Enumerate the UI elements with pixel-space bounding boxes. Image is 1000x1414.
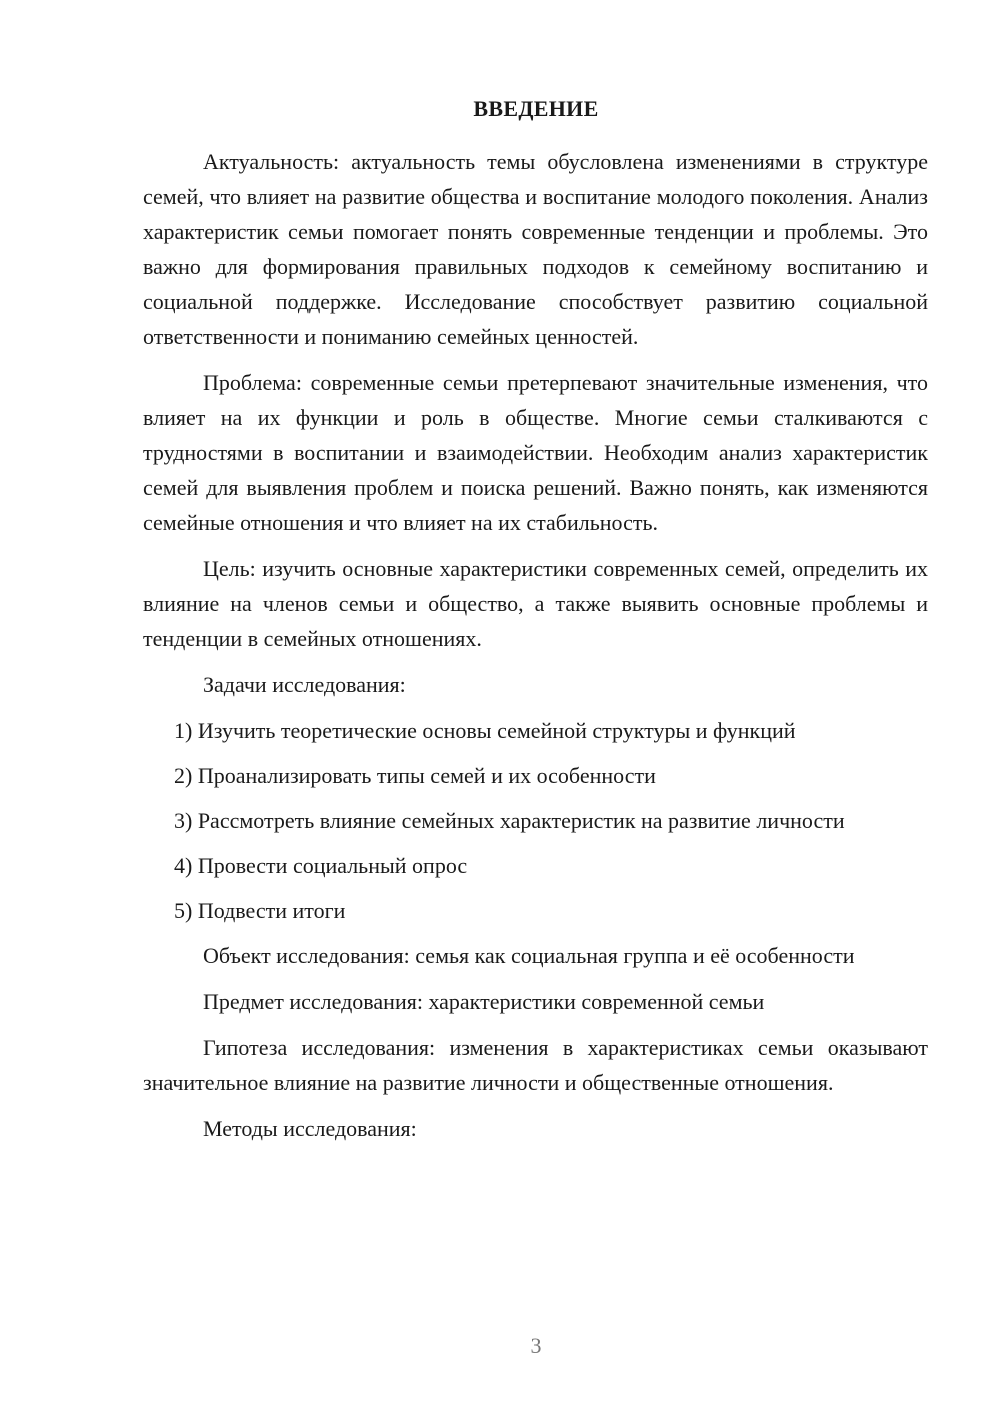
methods-title: Методы исследования: xyxy=(203,1116,417,1141)
goal-paragraph: Цель: изучить основные характеристики современных семей, определить их влияние на членов семьи и общество, а также выявить основные проблемы и тенденции в семейных отношениях. xyxy=(143,556,928,651)
tasks-list xyxy=(143,713,928,928)
tasks-title: Задачи исследования: xyxy=(203,672,406,697)
task-item: 1) Изучить теоретические основы семейной структуры и функций xyxy=(174,718,796,743)
hypothesis-paragraph: Гипотеза исследования: изменения в характеристиках семьи оказывают значительное влияние на развитие личности и общественные отношения. xyxy=(143,1035,928,1095)
page-number: 3 xyxy=(530,1333,542,1358)
task-item: 2) Проанализировать типы семей и их особенности xyxy=(174,763,656,788)
task-item: 4) Провести социальный опрос xyxy=(174,853,468,878)
problem-paragraph: Проблема: современные семьи претерпевают значительные изменения, что влияет на их функции и роль в обществе. Многие семьи сталкиваются с трудностями в воспитании и взаимодействии. Необходим анализ характеристик семей для выявления проблем и поиска решений. Важно понять, как изменяются семейные отношения и что влияет на их стабильность. xyxy=(143,370,928,535)
section-heading: ВВЕДЕНИЕ xyxy=(473,96,599,121)
relevance-paragraph: Актуальность: актуальность темы обусловлена изменениями в структуре семей, что влияет на развитие общества и воспитание молодого поколения. Анализ характеристик семьи помогает понять современные тенденции и проблемы. Это важно для формирования правильных подходов к семейному воспитанию и социальной поддержке. Исследование способствует развитию социальной ответственности и пониманию семейных ценностей. xyxy=(143,149,928,349)
subject-paragraph: Предмет исследования: характеристики современной семьи xyxy=(203,989,765,1014)
object-paragraph: Объект исследования: семья как социальная группа и её особенности xyxy=(203,943,855,968)
body-text xyxy=(143,144,928,1157)
task-item: 3) Рассмотреть влияние семейных характеристик на развитие личности xyxy=(174,808,845,833)
task-item: 5) Подвести итоги xyxy=(174,898,346,923)
